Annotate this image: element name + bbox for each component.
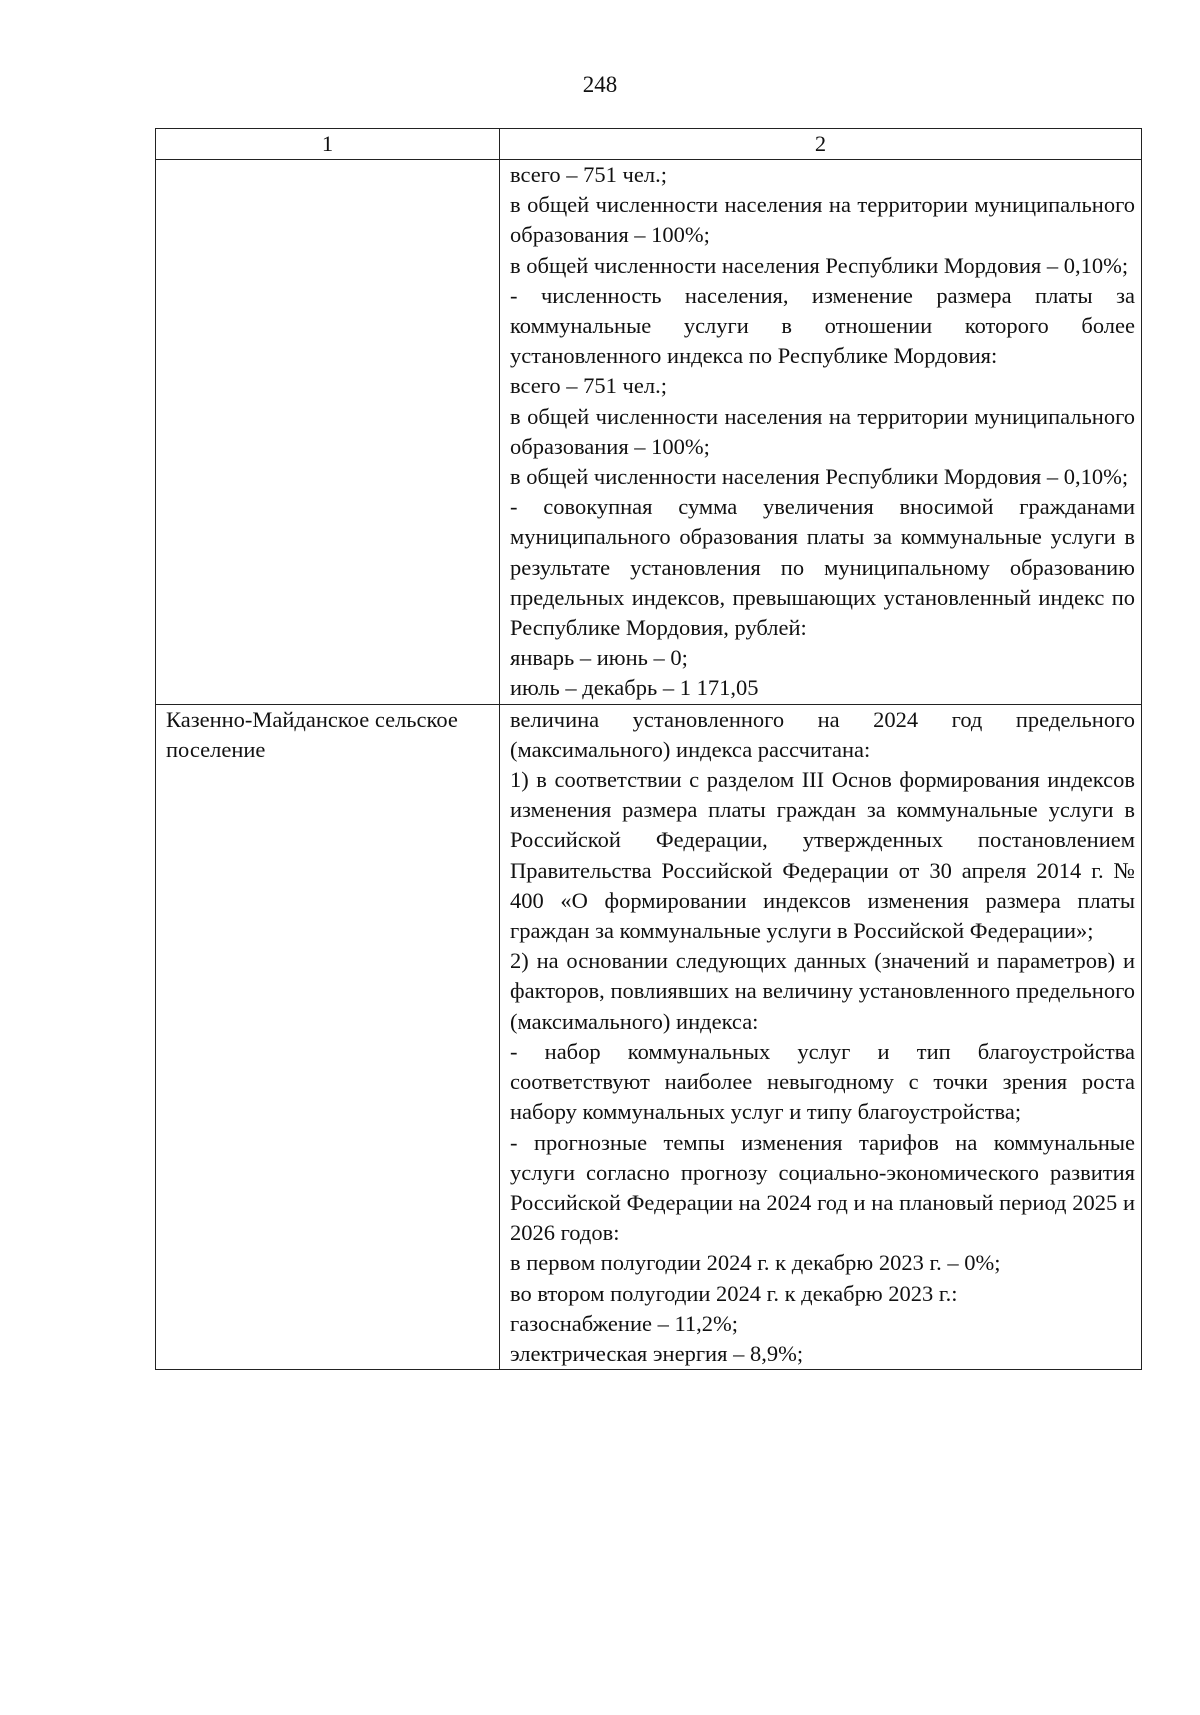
detail-paragraph: - численность населения, изменение размера платы за коммунальные услуги в отношении которого более установленного индекса по Республике Мордовия: xyxy=(510,282,1135,369)
detail-paragraph: 1) в соответствии с разделом III Основ формирования индексов изменения размера платы граждан за коммунальные услуги в Российской Федерации, утвержденных постановлением Правительства Российской Федерации от 30 апреля 2014 г. № 400 «О формировании индексов изменения размера платы граждан за коммунальные услуги в Российской Федерации»; xyxy=(510,767,1135,944)
row-details xyxy=(500,160,1142,705)
document-table xyxy=(155,128,1142,1370)
detail-paragraph: в общей численности населения Республики Мордовия – 0,10%; xyxy=(510,252,1129,278)
page-number: 248 xyxy=(582,72,618,97)
detail-paragraph: в общей численности населения на территории муниципального образования – 100%; xyxy=(510,192,1135,248)
municipality-name: Казенно-Майданское сельское поселение xyxy=(156,704,500,1369)
row-details xyxy=(500,704,1142,1369)
detail-paragraph: газоснабжение – 11,2%; xyxy=(510,1310,739,1336)
detail-paragraph: январь – июнь – 0; xyxy=(510,645,688,671)
detail-paragraph: - набор коммунальных услуг и тип благоустройства соответствуют наиболее невыгодному с точки зрения роста набору коммунальных услуг и типу благоустройства; xyxy=(510,1038,1135,1125)
detail-paragraph: 2) на основании следующих данных (значений и параметров) и факторов, повлиявших на величину установленного предельного (максимального) индекса: xyxy=(510,948,1135,1034)
table-row xyxy=(156,704,1142,1369)
detail-paragraph: всего – 751 чел.; xyxy=(510,162,667,187)
column-header-2: 2 xyxy=(500,129,1142,160)
detail-paragraph: в общей численности населения на территории муниципального образования – 100%; xyxy=(510,403,1135,459)
table-header-row xyxy=(156,129,1142,160)
column-header-1: 1 xyxy=(156,129,500,160)
detail-paragraph: во втором полугодии 2024 г. к декабрю 2023 г.: xyxy=(510,1280,958,1306)
detail-paragraph: величина установленного на 2024 год предельного (максимального) индекса рассчитана: xyxy=(510,706,1135,762)
municipality-name xyxy=(156,160,500,705)
detail-paragraph: - прогнозные темпы изменения тарифов на коммунальные услуги согласно прогнозу социально-экономического развития Российской Федерации на 2024 год и на плановый период 2025 и 2026 годов: xyxy=(510,1129,1135,1246)
detail-paragraph: в общей численности населения Республики Мордовия – 0,10%; xyxy=(510,464,1129,490)
detail-paragraph: - совокупная сумма увеличения вносимой гражданами муниципального образования платы за коммунальные услуги в результате установления по муниципальному образованию предельных индексов, превышающих установленный индекс по Республике Мордовия, рублей: xyxy=(510,494,1135,641)
detail-paragraph: электрическая энергия – 8,9%; xyxy=(510,1340,804,1366)
detail-paragraph: в первом полугодии 2024 г. к декабрю 2023 г. – 0%; xyxy=(510,1250,1001,1276)
table-row xyxy=(156,160,1142,705)
detail-paragraph: июль – декабрь – 1 171,05 xyxy=(510,675,759,701)
detail-paragraph: всего – 751 чел.; xyxy=(510,373,667,399)
